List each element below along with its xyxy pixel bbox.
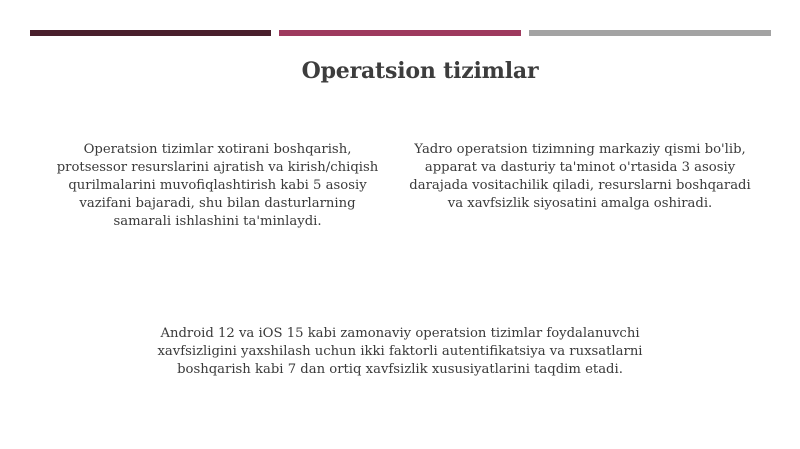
accent-bar-dark [30, 30, 271, 36]
text-block-left: Operatsion tizimlar xotirani boshqarish, protsessor resurslarini ajratish va kirish/chiqish qurilmalarini muvofiqlashtirish kabi 5 asosiy vazifani bajaradi, shu bilan dasturlarning samarali ishlashini ta'minlaydi. [56, 142, 379, 229]
text-block-right: Yadro operatsion tizimning markaziy qismi bo'lib, apparat va dasturiy ta'minot o'rtasida 3 asosiy darajada vositachilik qiladi, resurslarni boshqaradi va xavfsizlik siyosatini amalga oshiradi. [409, 142, 751, 211]
text-block-bottom: Android 12 va iOS 15 kabi zamonaviy operatsion tizimlar foydalanuvchi xavfsizligini yaxshilash uchun ikki faktorli autentifikatsiya va ruxsatlarni boshqarish kabi 7 dan ortiq xavfsizlik xususiyatlarini taqdim etadi. [157, 326, 643, 377]
accent-bar-magenta [279, 30, 521, 36]
slide-title: Operatsion tizimlar [301, 58, 539, 84]
accent-bar-gray [529, 30, 771, 36]
